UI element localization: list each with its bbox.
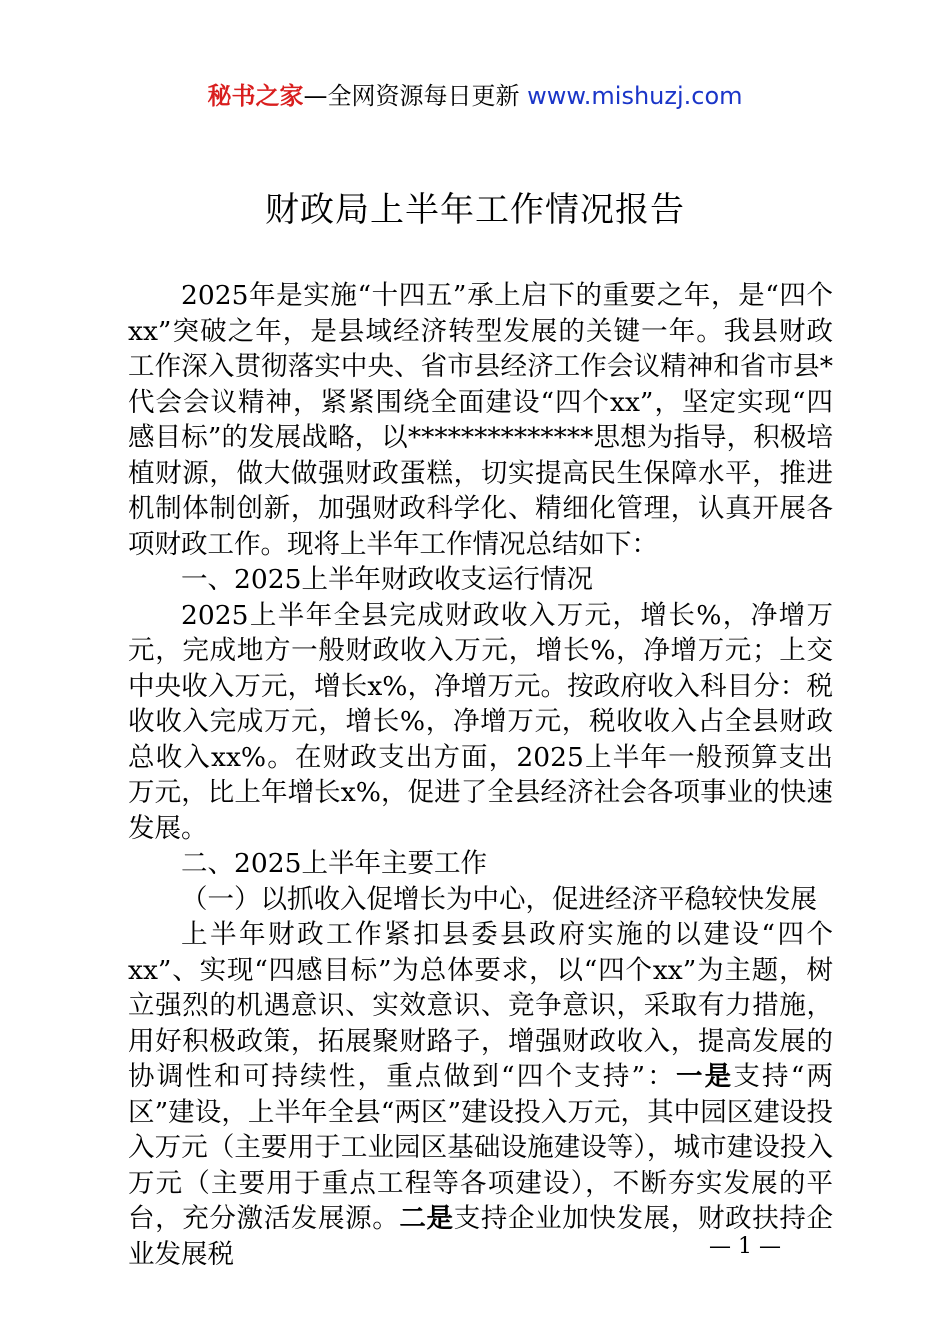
section-heading-1: 一、2025上半年财政收支运行情况	[181, 564, 593, 595]
site-url-link[interactable]: www.mishuzj.com	[527, 82, 743, 110]
intro-paragraph: 2025年是实施“十四五”承上启下的重要之年，是“四个xx”突破之年，是县域经济转型发展的关键一年。我县财政工作深入贯彻落实中央、省市县经济工作会议精神和省市县*代会会议精神，紧紧围绕全面建设“四个xx”，坚定实现“四感目标”的发展战略，以**************思想为指导，积极培植财源，做大做强财政蛋糕，切实提高民生保障水平，推进机制体制创新，加强财政科学化、精细化管理，认真开展各项财政工作。现将上半年工作情况总结如下：	[128, 280, 833, 560]
point-2-text: 支持企业加快发展，财政扶持企业发展税	[128, 1203, 834, 1270]
point-marker-2: 二是	[399, 1203, 454, 1234]
section-heading-2: 二、2025上半年主要工作	[181, 848, 487, 879]
brand-name: 秘书之家	[207, 82, 304, 110]
revenue-paragraph: 2025上半年全县完成财政收入万元，增长%，净增万元，完成地方一般财政收入万元，增长%，净增万元；上交中央收入万元，增长x%，净增万元。按政府收入科目分：税收收入完成万元，增长%，净增万元，税收收入占全县财政总收入xx%。在财政支出方面，2025上半年一般预算支出万元，比上年增长x%，促进了全县经济社会各项事业的快速发展。	[128, 599, 833, 844]
document-body	[128, 278, 833, 1272]
site-header-banner	[0, 80, 950, 112]
document-title: 财政局上半年工作情况报告	[265, 190, 685, 230]
point-marker-1: 一是	[675, 1061, 734, 1092]
point-1-text: 支持“两区”建设，上半年全县“两区”建设投入万元，其中园区建设投入万元（主要用于工业园区基础设施建设等），城市建设投入万元（主要用于重点工程等各项建设），不断夯实发展的平台，充分激活发展源。	[128, 1061, 833, 1234]
header-tagline: —全网资源每日更新	[303, 82, 528, 110]
page-number: — 1 —	[709, 1234, 781, 1259]
work-paragraph-intro: 上半年财政工作紧扣县委县政府实施的以建设“四个xx”、实现“四感目标”为总体要求，以“四个xx”为主题，树立强烈的机遇意识、实效意识、竞争意识，采取有力措施，用好积极政策，拓展聚财路子，增强财政收入，提高发展的协调性和可持续性，重点做到“四个支持”：	[128, 919, 833, 1092]
subsection-heading-1: （一）以抓收入促增长为中心，促进经济平稳较快发展	[181, 883, 817, 915]
work-paragraph	[128, 917, 833, 1272]
